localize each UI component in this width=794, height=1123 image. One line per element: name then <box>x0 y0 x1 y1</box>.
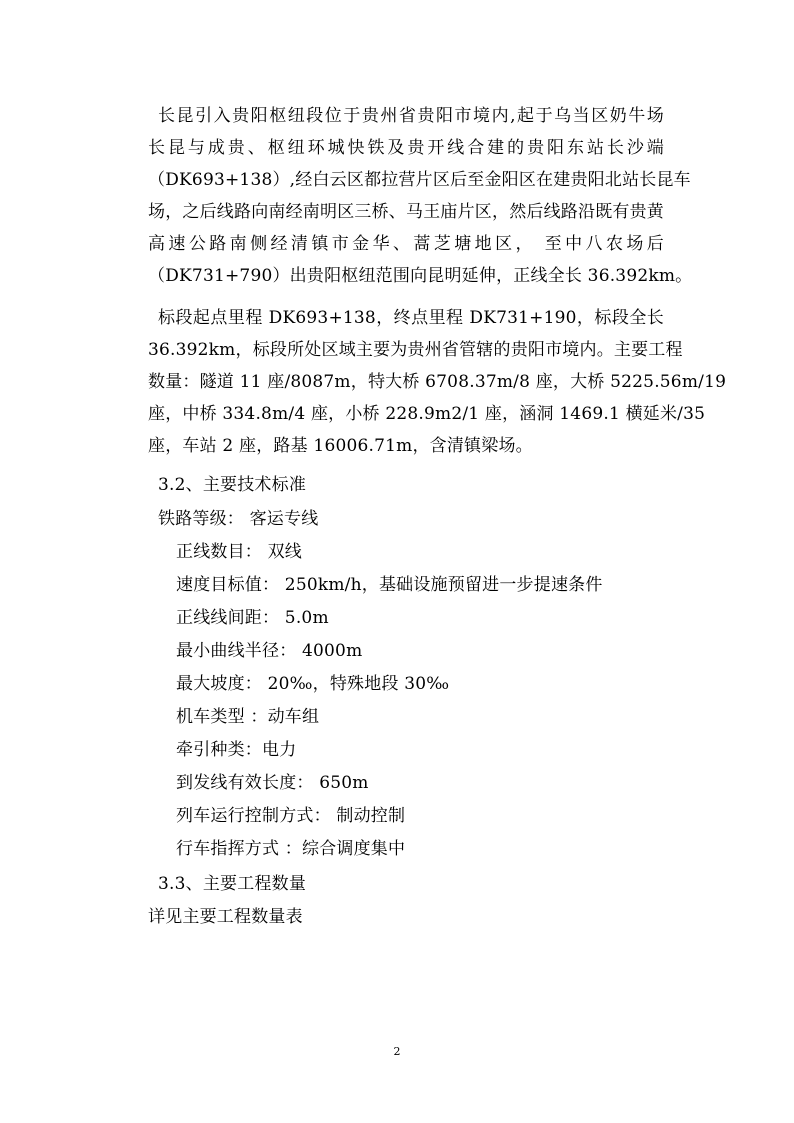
page-number: 2 <box>393 1045 401 1058</box>
paragraph-line: 标段起点里程 DK693+138，终点里程 DK731+190，标段全长 <box>158 308 664 328</box>
railway-grade: 铁路等级： 客运专线 <box>158 509 319 529</box>
standard-item: 最小曲线半径： 4000m <box>176 641 363 661</box>
standard-item: 列车运行控制方式： 制动控制 <box>176 806 406 826</box>
paragraph-line: （DK693+138）,经白云区都拉营片区后至金阳区在建贵阳北站长昆车 <box>148 170 691 190</box>
section-heading-3-2: 3.2、主要技术标准 <box>158 475 307 495</box>
paragraph-line: 场，之后线路向南经南明区三桥、马王庙片区，然后线路沿既有贵黄 <box>148 202 664 222</box>
paragraph-line: 数量：隧道 11 座/8087m，特大桥 6708.37m/8 座，大桥 5225.56m/19 <box>148 372 727 392</box>
standard-item: 牵引种类：电力 <box>176 740 297 760</box>
standard-item: 正线数目： 双线 <box>176 542 303 562</box>
paragraph-line: 座，车站 2 座，路基 16006.71m，含清镇梁场。 <box>148 436 533 456</box>
standard-item: 行车指挥方式 ：综合调度集中 <box>176 839 406 859</box>
standard-item: 最大坡度： 20‰，特殊地段 30‰ <box>176 674 450 694</box>
paragraph-line: （DK731+790）出贵阳枢纽范围向昆明延伸，正线全长 36.392km。 <box>148 266 693 286</box>
paragraph-line: 高速公路南侧经清镇市金华、蒿芝塘地区， 至中八农场后 <box>148 234 664 254</box>
paragraph-line: 长昆与成贵、枢纽环城快铁及贵开线合建的贵阳东站长沙端 <box>148 138 664 158</box>
paragraph-line: 长昆引入贵阳枢纽段位于贵州省贵阳市境内,起于乌当区奶牛场 <box>158 106 664 126</box>
standard-item: 机车类型 ：动车组 <box>176 707 320 727</box>
standard-item: 到发线有效长度： 650m <box>176 773 369 793</box>
section-heading-3-3: 3.3、主要工程数量 <box>158 874 307 894</box>
paragraph-line: 36.392km，标段所处区域主要为贵州省管辖的贵阳市境内。主要工程 <box>148 340 683 360</box>
standard-item: 速度目标值： 250km/h，基础设施预留进一步提速条件 <box>176 575 603 595</box>
standard-item: 正线线间距： 5.0m <box>176 608 329 628</box>
paragraph-line: 座，中桥 334.8m/4 座，小桥 228.9m2/1 座，涵洞 1469.1 横延米/35 <box>148 404 706 424</box>
detail-note: 详见主要工程数量表 <box>148 907 303 927</box>
